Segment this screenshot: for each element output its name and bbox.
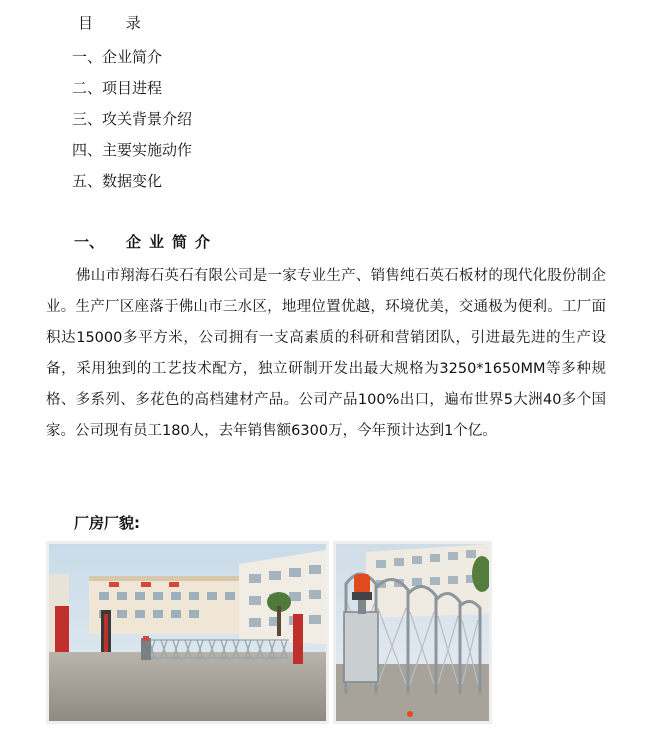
toc-item: 三、攻关背景介绍 <box>72 110 193 128</box>
stainless-gate-illustration <box>336 544 489 721</box>
toc-item: 二、项目进程 <box>72 79 163 97</box>
toc-item: 一、企业简介 <box>72 48 163 66</box>
factory-gate-photo <box>46 541 329 724</box>
section-title: 企业简介 <box>126 233 219 251</box>
section-number: 一、 <box>74 233 105 251</box>
company-intro-paragraph: 佛山市翔海石英石有限公司是一家专业生产、销售纯石英石板材的现代化股份制企业。生产厂区座落于佛山市三水区，地理位置优越，环境优美，交通极为便利。工厂面积达15000多平方米，公司拥有一支高素质的科研和营销团队，引进最先进的生产设备，采用独到的工艺技术配方，独立研制开发出最大规格为3250*1650MM等多种规格、多系列、多花色的高档建材产品。公司产品100%出口，遍布世界5大洲40多个国家。公司现有员工180人，去年销售额6300万，今年预计达到1个亿。 <box>46 268 606 439</box>
toc-item: 四、主要实施动作 <box>72 141 193 159</box>
factory-gate-illustration <box>49 544 326 721</box>
toc-title: 目 录 <box>78 14 155 32</box>
section-heading <box>74 231 218 253</box>
table-of-contents <box>72 42 192 197</box>
toc-item: 五、数据变化 <box>72 172 163 190</box>
stainless-gate-photo <box>333 541 492 724</box>
factory-heading: 厂房厂貌: <box>74 514 140 532</box>
